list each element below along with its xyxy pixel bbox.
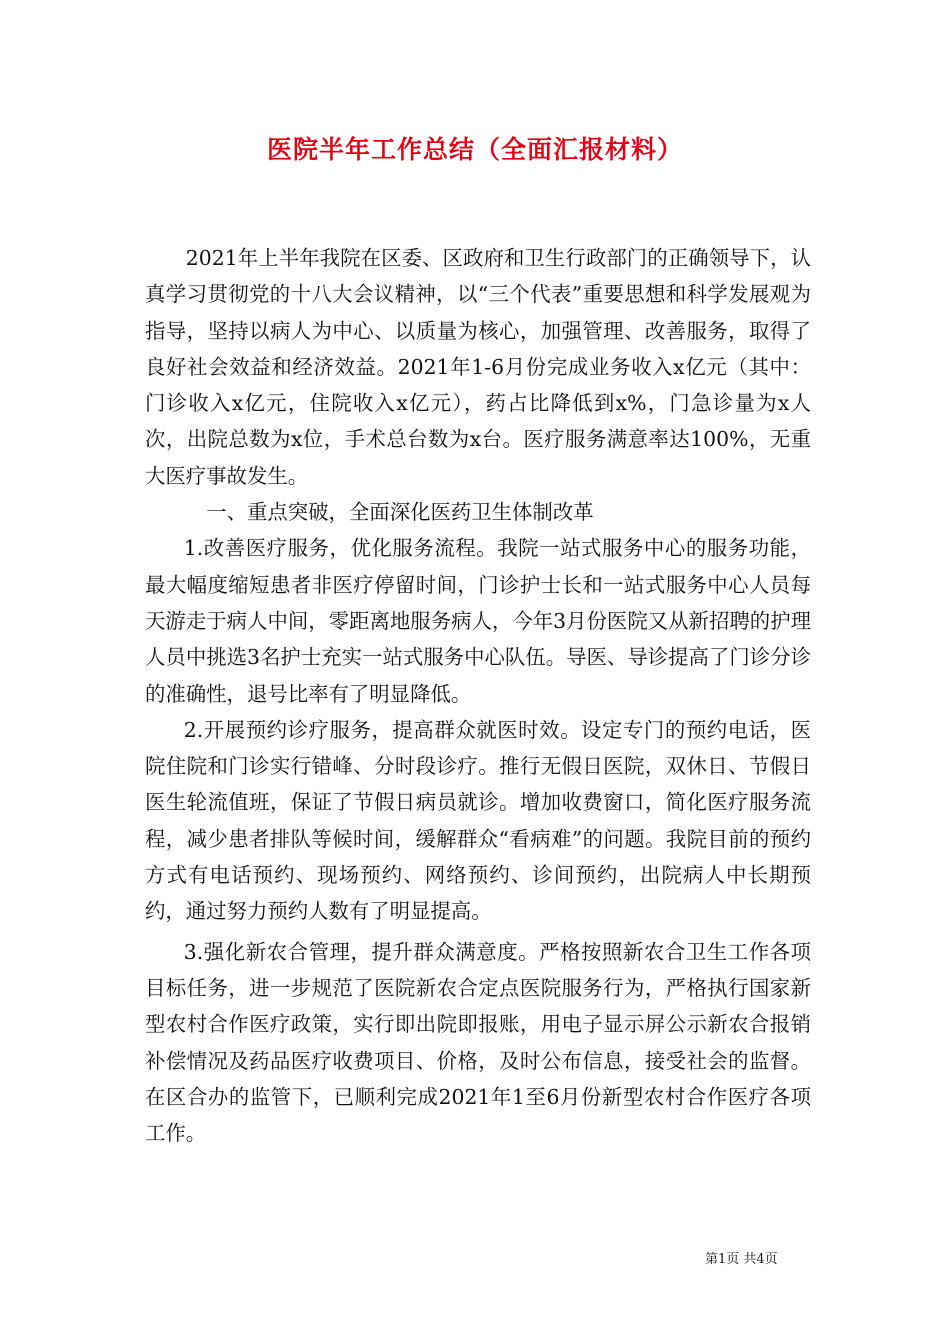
page-number: 第1页 共4页 [705,1252,778,1267]
paragraph-item-1: 1.改善医疗服务，优化服务流程。我院一站式服务中心的服务功能，最大幅度缩短患者非医疗停留时间，门诊护士长和一站式服务中心人员每天游走于病人中间，零距离地服务病人，今年3月份医院又从新招聘的护理人员中挑选3名护士充实一站式服务中心队伍。导医、导诊提高了门诊分诊的准确性，退号比率有了明显降低。 [145,536,811,706]
document-body [145,240,811,1151]
paragraph-item-2: 2.开展预约诊疗服务，提高群众就医时效。设定专门的预约电话，医院住院和门诊实行错峰、分时段诊疗。推行无假日医院，双休日、节假日医生轮流值班，保证了节假日病员就诊。增加收费窗口，简化医疗服务流程，减少患者排队等候时间，缓解群众“看病难”的问题。我院目前的预约方式有电话预约、现场预约、网络预约、诊间预约，出院病人中长期预约，通过努力预约人数有了明显提高。 [145,717,811,924]
section-heading: 一、重点突破，全面深化医药卫生体制改革 [206,500,594,525]
document-title: 医院半年工作总结（全面汇报材料） [266,135,683,164]
paragraph-intro: 2021年上半年我院在区委、区政府和卫生行政部门的正确领导下，认真学习贯彻党的十八大会议精神，以“三个代表”重要思想和科学发展观为指导，坚持以病人为中心、以质量为核心，加强管理、改善服务，取得了良好社会效益和经济效益。2021年1-6月份完成业务收入x亿元（其中：门诊收入x亿元，住院收入x亿元），药占比降低到x%，门急诊量为x人次，出院总数为x位，手术总台数为x台。医疗服务满意率达100%，无重大医疗事故发生。 [145,246,811,488]
paragraph-item-3: 3.强化新农合管理，提升群众满意度。严格按照新农合卫生工作各项目标任务，进一步规范了医院新农合定点医院服务行为，严格执行国家新型农村合作医疗政策，实行即出院即报账，用电子显示屏公示新农合报销补偿情况及药品医疗收费项目、价格，及时公布信息，接受社会的监督。在区合办的监管下，已顺利完成2021年1至6月份新型农村合作医疗各项工作。 [145,939,811,1146]
